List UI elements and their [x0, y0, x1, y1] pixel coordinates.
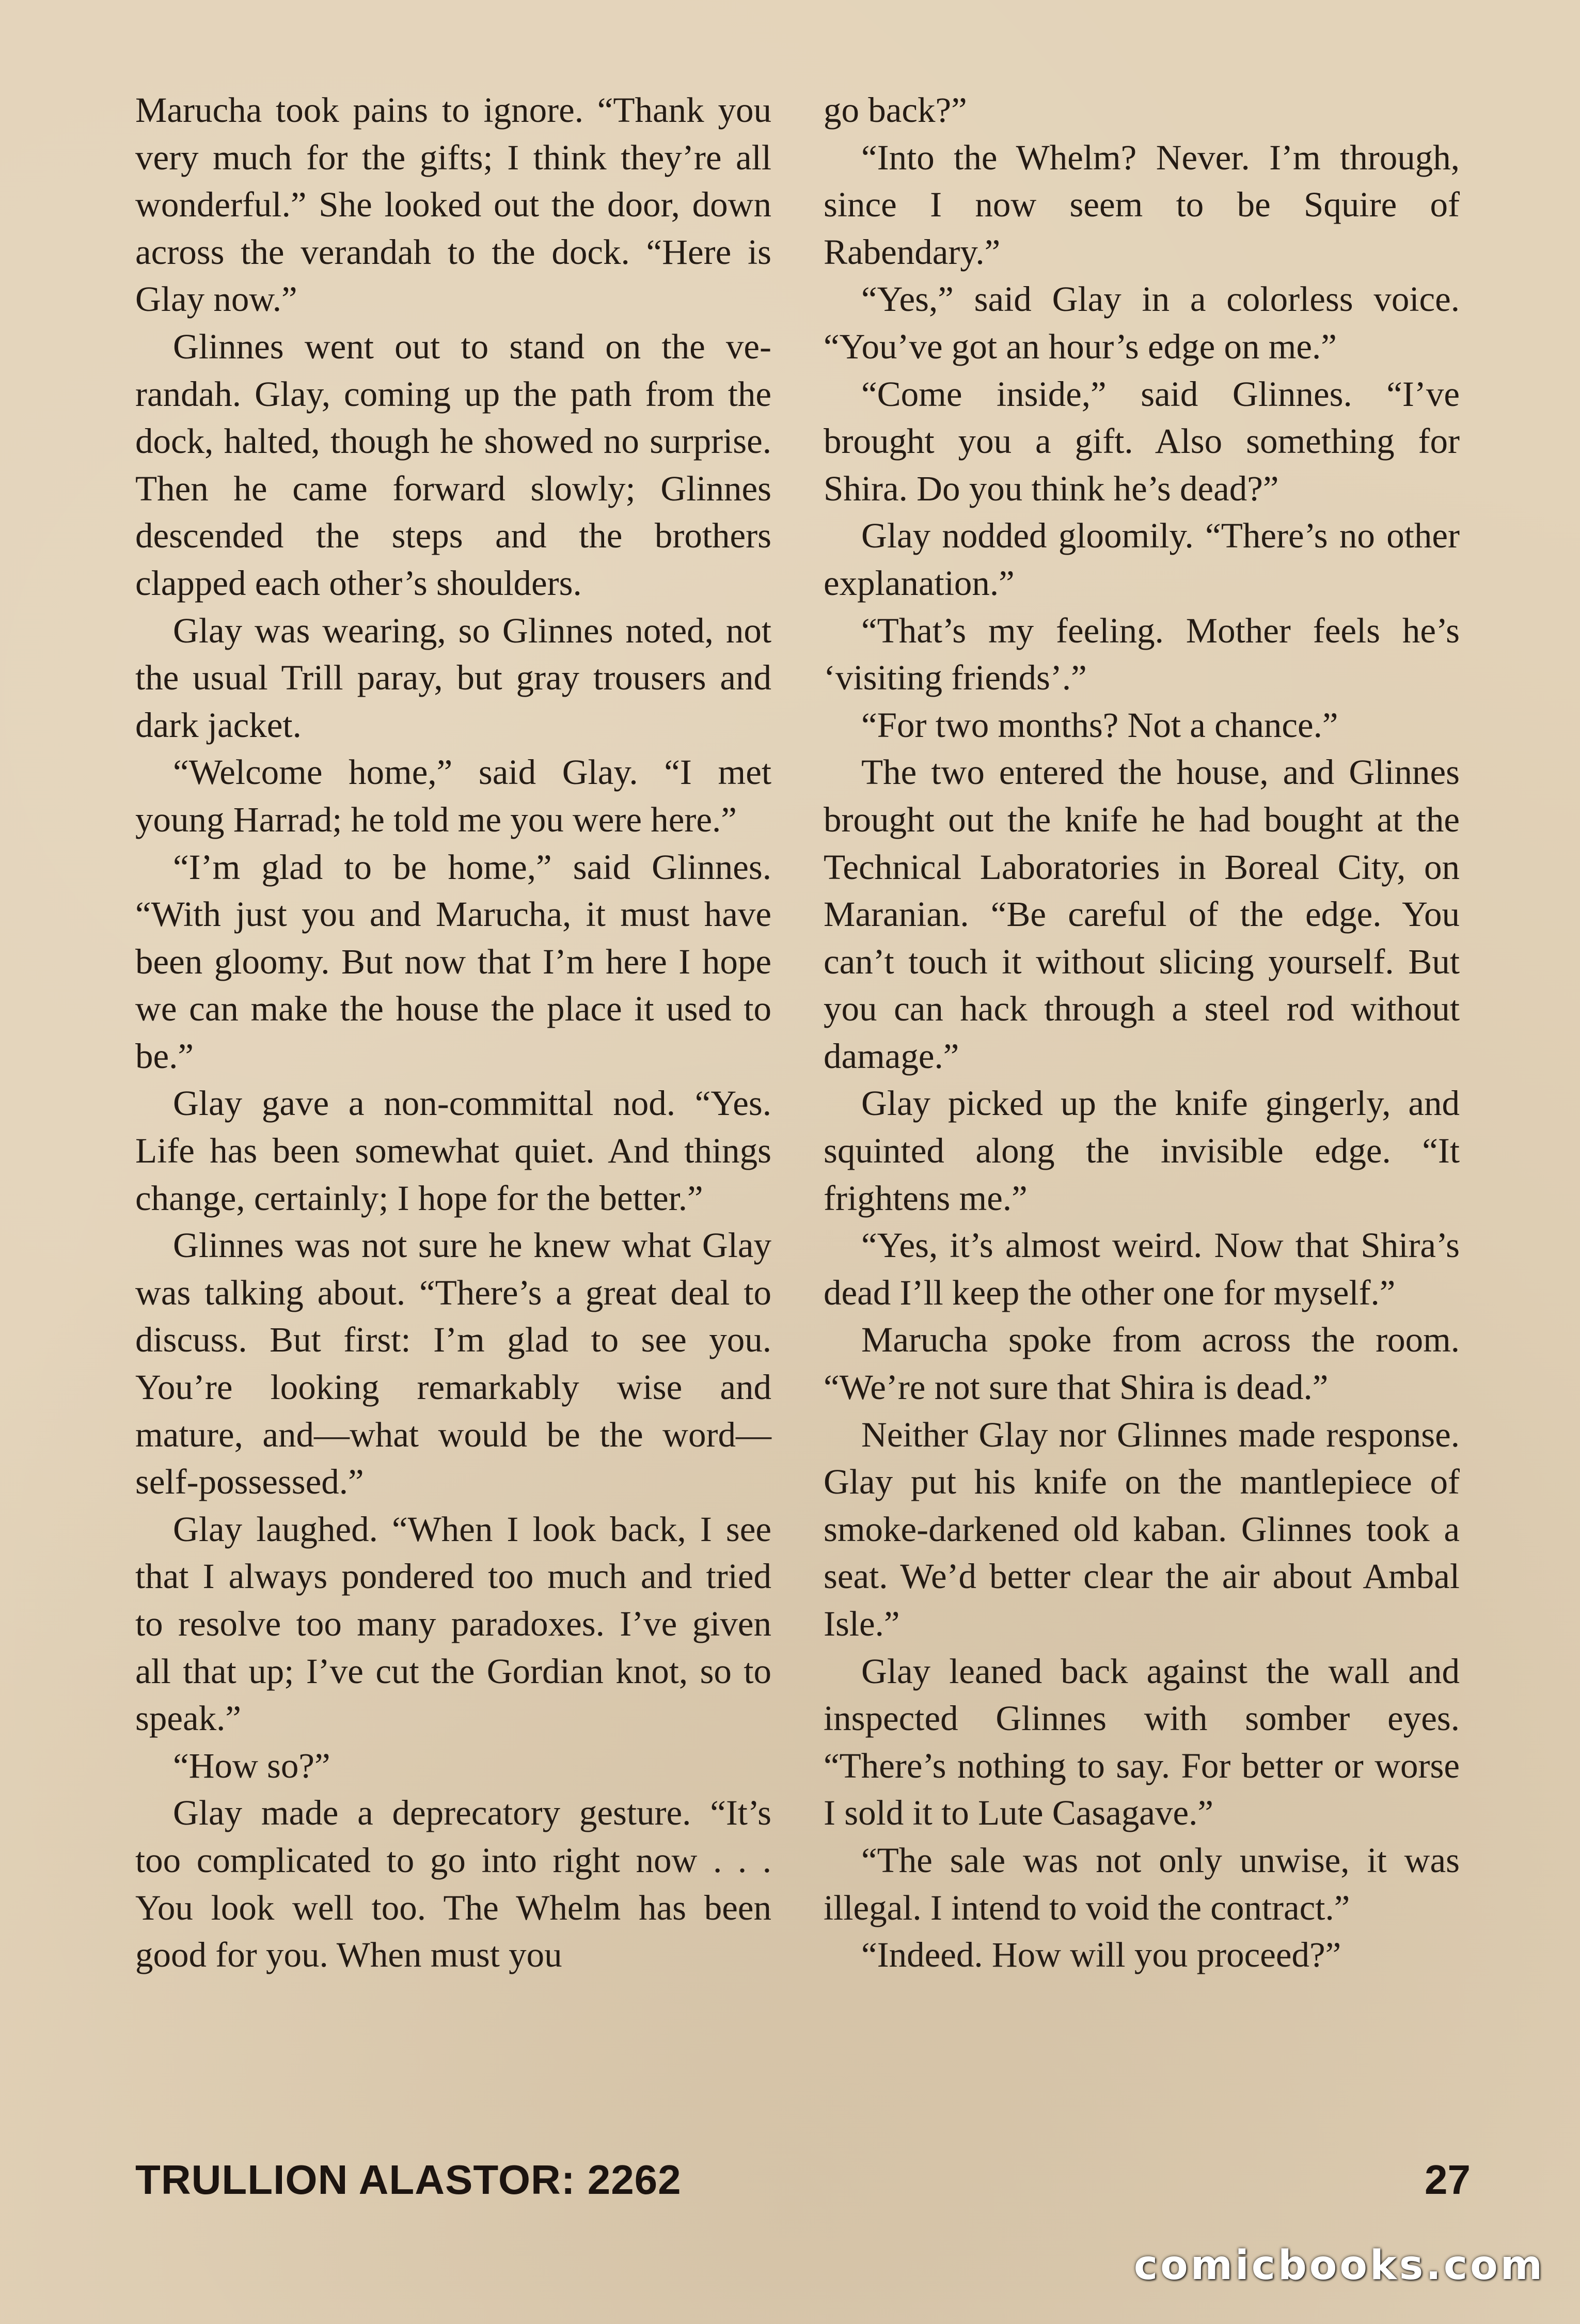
paragraph: “Into the Whelm? Never. I’m through, since I now seem to be Squire of Rabendary.”: [824, 137, 1460, 272]
paragraph: Glay was wearing, so Glinnes noted, not the usual Trill paray, but gray trousers and dark jacket.: [135, 610, 771, 745]
watermark: comicbooks.com: [1133, 2242, 1545, 2289]
running-footer-title: TRULLION ALASTOR: 2262: [135, 2157, 682, 2203]
paragraph: Glay made a deprecatory gesture. “It’s too complicated to go into right now . . . You look well too. The Whelm has been good for you. When must you: [135, 1793, 771, 1975]
right-column: [824, 87, 1460, 1979]
paragraph: “How so?”: [173, 1746, 330, 1785]
paragraph: go back?”: [824, 90, 967, 130]
paragraph: “For two months? Not a chance.”: [861, 705, 1338, 745]
page-number: 27: [1425, 2157, 1471, 2203]
paragraph: Glay gave a non-committal nod. “Yes. Life has been somewhat quiet. And things change, certainly; I hope for the better.”: [135, 1084, 771, 1218]
paragraph: Neither Glay nor Glinnes made response. Glay put his knife on the mantlepiece of smoke-darkened old kaban. Glinnes took a seat. We’d better clear the air about Ambal Isle.”: [824, 1415, 1460, 1643]
left-column: [135, 87, 771, 1979]
paragraph: “The sale was not only unwise, it was illegal. I intend to void the contract.”: [824, 1840, 1460, 1927]
paragraph: Glay nodded gloomily. “There’s no other explanation.”: [824, 516, 1460, 603]
paragraph: Glinnes went out to stand on the verandah. Glay, coming up the path from the dock, halted, though he showed no surprise. Then he came forward slowly; Glinnes descended the steps and the brothers clapped each other’s shoulders.: [135, 326, 771, 603]
paragraph: The two entered the house, and Glinnes brought out the knife he had bought at the Technical Laboratories in Boreal City, on Maranian. “Be careful of the edge. You can’t touch it without slicing yourself. But you can hack through a steel rod without damage.”: [824, 752, 1460, 1076]
paragraph: Glay picked up the knife gingerly, and squinted along the invisible edge. “It frightens me.”: [824, 1084, 1460, 1218]
paragraph: “Welcome home,” said Glay. “I met young Harrad; he told me you were here.”: [135, 752, 771, 839]
paragraph: “That’s my feeling. Mother feels he’s ‘visiting friends’.”: [824, 610, 1460, 698]
paragraph: Marucha spoke from across the room. “We’re not sure that Shira is dead.”: [824, 1320, 1460, 1407]
paragraph: Glinnes was not sure he knew what Glay was talking about. “There’s a great deal to discuss. But first: I’m glad to see you. You’re looking remarkably wise and mature, and—what would be the word—self-possessed.”: [135, 1226, 771, 1502]
paragraph: “Yes, it’s almost weird. Now that Shira’s dead I’ll keep the other one for myself.”: [824, 1226, 1460, 1312]
paragraph: “Come inside,” said Glinnes. “I’ve brought you a gift. Also something for Shira. Do you think he’s dead?”: [824, 374, 1460, 508]
paragraph: “Indeed. How will you proceed?”: [861, 1935, 1341, 1975]
paragraph: Marucha took pains to ignore. “Thank you very much for the gifts; I think they’re all wonderful.” She looked out the door, down across the verandah to the dock. “Here is Glay now.”: [135, 90, 771, 319]
paragraph: “Yes,” said Glay in a colorless voice. “You’ve got an hour’s edge on me.”: [824, 279, 1460, 366]
paragraph: Glay leaned back against the wall and inspected Glinnes with somber eyes. “There’s nothing to say. For better or worse I sold it to Lute Casagave.”: [824, 1651, 1460, 1833]
paragraph: “I’m glad to be home,” said Glinnes. “With just you and Marucha, it must have been gloomy. But now that I’m here I hope we can make the house the place it used to be.”: [135, 847, 771, 1076]
paragraph: Glay laughed. “When I look back, I see that I always pondered too much and tried to resolve too many paradoxes. I’ve given all that up; I’ve cut the Gordian knot, so to speak.”: [135, 1509, 771, 1738]
